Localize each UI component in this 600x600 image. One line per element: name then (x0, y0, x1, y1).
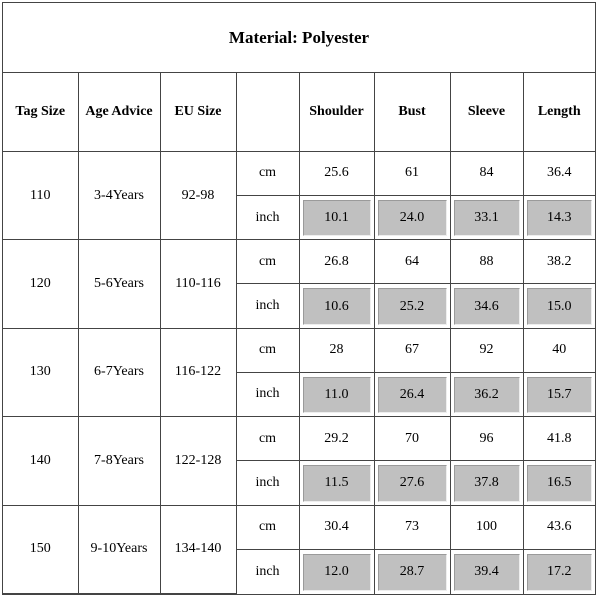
unit-cm-cell: cm (236, 417, 299, 461)
inch-value: 11.0 (303, 377, 371, 413)
size-table (3, 73, 595, 594)
inch-value-cell (299, 196, 374, 240)
cm-value-cell: 40 (523, 328, 595, 372)
tag-size-cell: 130 (3, 328, 78, 416)
inch-value-cell (299, 549, 374, 593)
inch-value-cell (299, 372, 374, 416)
inch-value-cell (299, 461, 374, 505)
inch-value-cell (450, 549, 523, 593)
cm-value-cell: 70 (374, 417, 450, 461)
age-advice-cell: 5-6Years (78, 240, 160, 328)
inch-value: 36.2 (454, 377, 520, 413)
inch-value-cell (450, 196, 523, 240)
unit-inch-cell: inch (236, 549, 299, 593)
header-row (3, 73, 595, 151)
header-tag-size: Tag Size (3, 73, 78, 151)
table-row-cm (3, 417, 595, 461)
inch-value: 15.7 (527, 377, 593, 413)
unit-inch-cell: inch (236, 372, 299, 416)
cm-value-cell: 26.8 (299, 240, 374, 284)
inch-value: 37.8 (454, 465, 520, 501)
inch-value: 15.0 (527, 288, 593, 324)
inch-value-cell (450, 284, 523, 328)
inch-value: 27.6 (378, 465, 447, 501)
cm-value-cell: 84 (450, 151, 523, 195)
inch-value: 11.5 (303, 465, 371, 501)
inch-value: 34.6 (454, 288, 520, 324)
header-unit (236, 73, 299, 151)
cm-value-cell: 28 (299, 328, 374, 372)
eu-size-cell: 110-116 (160, 240, 236, 328)
inch-value-cell (374, 461, 450, 505)
inch-value: 10.6 (303, 288, 371, 324)
eu-size-cell: 134-140 (160, 505, 236, 594)
cm-value-cell: 43.6 (523, 505, 595, 549)
inch-value: 26.4 (378, 377, 447, 413)
inch-value: 39.4 (454, 554, 520, 591)
header-sleeve: Sleeve (450, 73, 523, 151)
cm-value-cell: 25.6 (299, 151, 374, 195)
unit-cm-cell: cm (236, 151, 299, 195)
header-eu-size: EU Size (160, 73, 236, 151)
cm-value-cell: 41.8 (523, 417, 595, 461)
inch-value-cell (374, 196, 450, 240)
inch-value-cell (450, 372, 523, 416)
tag-size-cell: 120 (3, 240, 78, 328)
unit-inch-cell: inch (236, 284, 299, 328)
unit-inch-cell: inch (236, 461, 299, 505)
header-bust: Bust (374, 73, 450, 151)
table-row-cm (3, 328, 595, 372)
unit-cm-cell: cm (236, 328, 299, 372)
inch-value: 28.7 (378, 554, 447, 591)
unit-cm-cell: cm (236, 505, 299, 549)
inch-value-cell (523, 372, 595, 416)
inch-value: 16.5 (527, 465, 593, 501)
inch-value: 17.2 (527, 554, 593, 591)
age-advice-cell: 7-8Years (78, 417, 160, 505)
cm-value-cell: 92 (450, 328, 523, 372)
cm-value-cell: 96 (450, 417, 523, 461)
tag-size-cell: 150 (3, 505, 78, 594)
cm-value-cell: 61 (374, 151, 450, 195)
size-chart (2, 2, 596, 595)
tag-size-cell: 140 (3, 417, 78, 505)
cm-value-cell: 67 (374, 328, 450, 372)
inch-value: 12.0 (303, 554, 371, 591)
cm-value-cell: 30.4 (299, 505, 374, 549)
inch-value-cell (523, 284, 595, 328)
age-advice-cell: 6-7Years (78, 328, 160, 416)
inch-value: 25.2 (378, 288, 447, 324)
unit-inch-cell: inch (236, 196, 299, 240)
age-advice-cell: 9-10Years (78, 505, 160, 594)
cm-value-cell: 88 (450, 240, 523, 284)
inch-value-cell (374, 372, 450, 416)
unit-cm-cell: cm (236, 240, 299, 284)
inch-value: 24.0 (378, 200, 447, 236)
inch-value-cell (374, 284, 450, 328)
inch-value-cell (299, 284, 374, 328)
inch-value: 33.1 (454, 200, 520, 236)
inch-value-cell (523, 549, 595, 593)
eu-size-cell: 92-98 (160, 151, 236, 239)
tag-size-cell: 110 (3, 151, 78, 239)
cm-value-cell: 73 (374, 505, 450, 549)
inch-value: 14.3 (527, 200, 593, 236)
inch-value-cell (523, 196, 595, 240)
chart-title: Material: Polyester (3, 3, 595, 73)
cm-value-cell: 100 (450, 505, 523, 549)
header-age-advice: Age Advice (78, 73, 160, 151)
inch-value: 10.1 (303, 200, 371, 236)
cm-value-cell: 29.2 (299, 417, 374, 461)
cm-value-cell: 38.2 (523, 240, 595, 284)
cm-value-cell: 36.4 (523, 151, 595, 195)
eu-size-cell: 116-122 (160, 328, 236, 416)
inch-value-cell (450, 461, 523, 505)
age-advice-cell: 3-4Years (78, 151, 160, 239)
header-shoulder: Shoulder (299, 73, 374, 151)
table-row-cm (3, 151, 595, 195)
table-row-cm (3, 505, 595, 549)
cm-value-cell: 64 (374, 240, 450, 284)
header-length: Length (523, 73, 595, 151)
table-row-cm (3, 240, 595, 284)
inch-value-cell (523, 461, 595, 505)
inch-value-cell (374, 549, 450, 593)
eu-size-cell: 122-128 (160, 417, 236, 505)
